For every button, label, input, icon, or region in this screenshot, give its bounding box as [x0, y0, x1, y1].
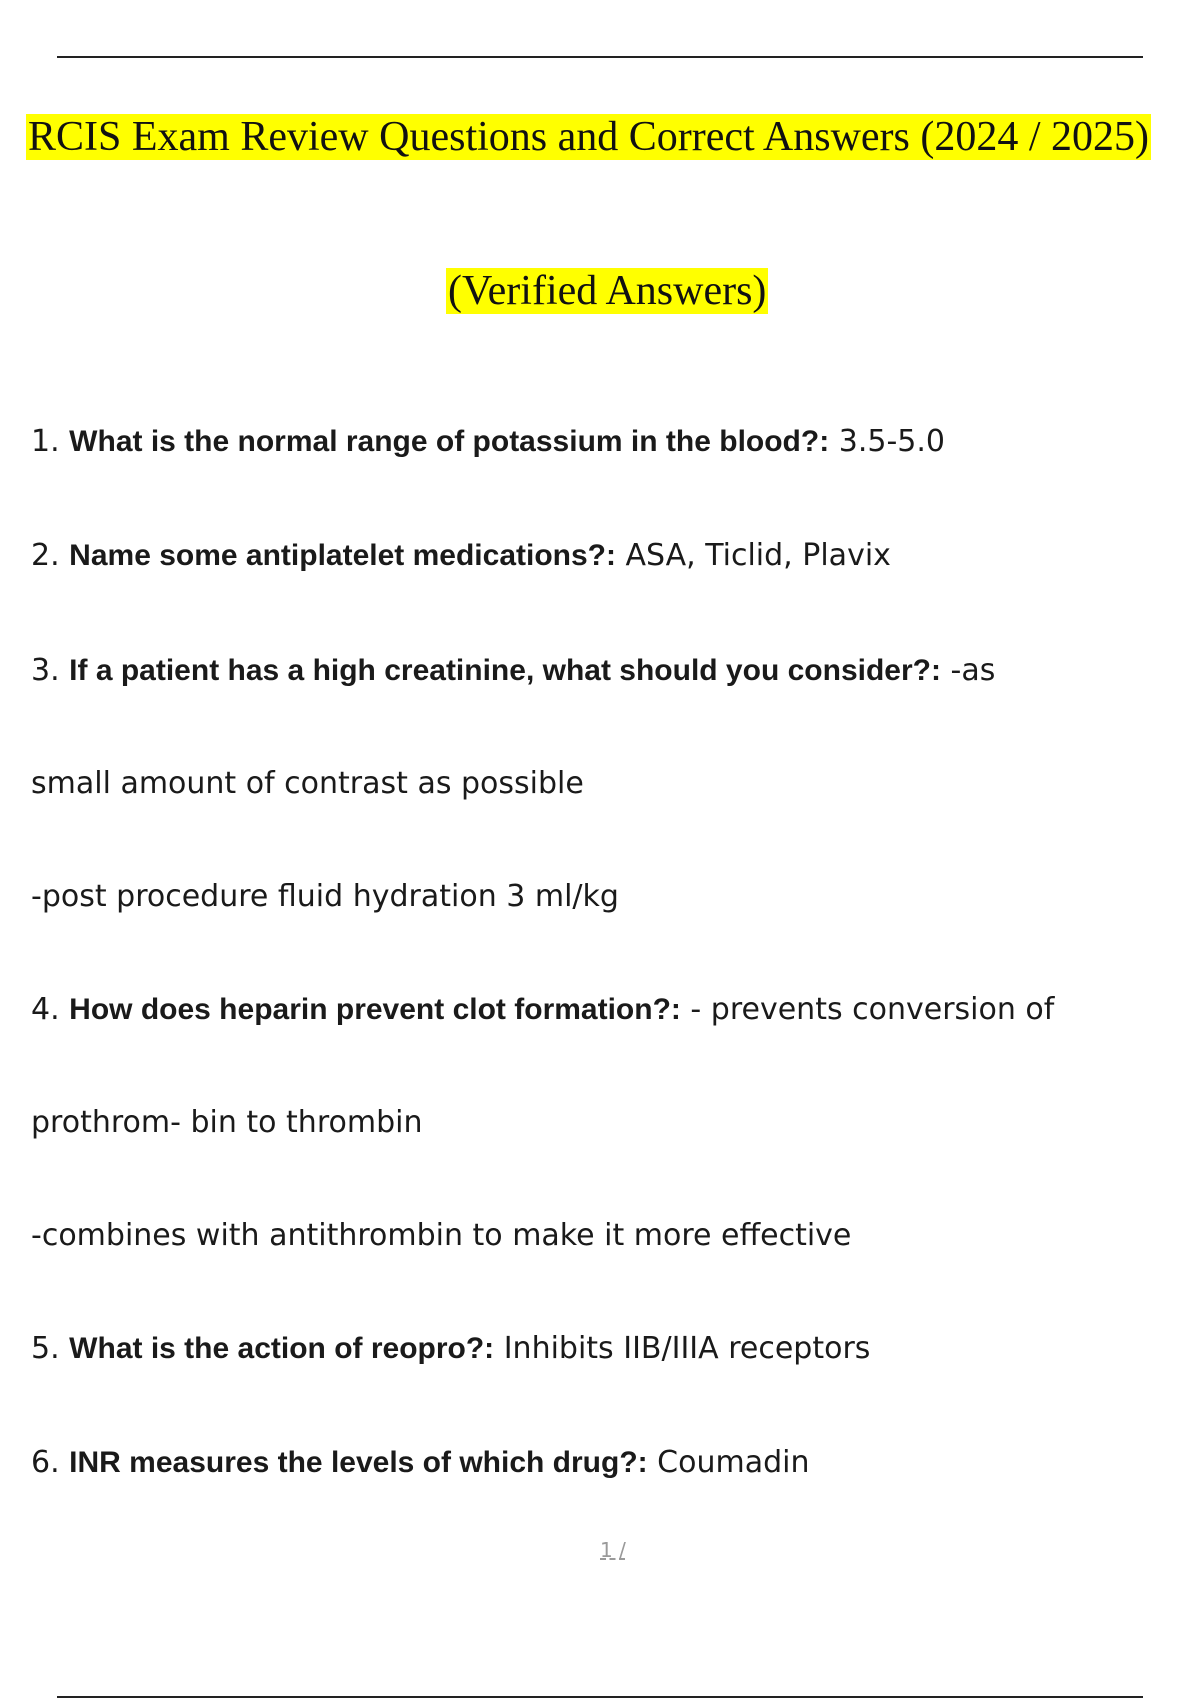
question-item-3: [31, 651, 995, 691]
question-number: 2.: [31, 538, 60, 573]
question-text: How does heparin prevent clot formation?:: [69, 993, 681, 1026]
top-divider: [57, 56, 1143, 58]
question-text: Name some antiplatelet medications?:: [69, 539, 616, 572]
answer-text: 3.5-5.0: [829, 424, 945, 459]
question-text: INR measures the levels of which drug?:: [69, 1446, 648, 1479]
answer-continuation: -combines with antithrombin to make it more effective: [31, 1218, 852, 1253]
question-item-5: [31, 1329, 870, 1369]
question-item-1: [31, 422, 945, 462]
answer-continuation: -post procedure fluid hydration 3 ml/kg: [31, 879, 619, 914]
answer-continuation: prothrom- bin to thrombin: [31, 1105, 423, 1140]
question-number: 1.: [31, 424, 60, 459]
document-title: [26, 111, 1151, 163]
title-highlight-line1: RCIS Exam Review Questions and Correct Answers (2024 / 2025): [28, 114, 1150, 160]
answer-continuation: small amount of contrast as possible: [31, 766, 584, 801]
question-number: 4.: [31, 992, 60, 1027]
answer-text: Coumadin: [647, 1445, 810, 1480]
document-subtitle: [446, 265, 768, 317]
question-number: 5.: [31, 1331, 60, 1366]
question-number: 3.: [31, 653, 60, 688]
question-item-4: [31, 990, 1054, 1030]
question-text: What is the normal range of potassium in the blood?:: [69, 425, 830, 458]
question-item-6: [31, 1443, 810, 1483]
question-item-2: [31, 536, 891, 576]
title-highlight-line2: (Verified Answers): [448, 268, 767, 314]
question-number: 6.: [31, 1445, 60, 1480]
answer-text: - prevents conversion of: [680, 992, 1055, 1027]
answer-text: -as: [940, 653, 996, 688]
bottom-divider: [57, 1696, 1143, 1698]
page-number: 1 /: [600, 1538, 626, 1562]
answer-text: ASA, Ticlid, Plavix: [615, 538, 891, 573]
answer-text: Inhibits IIB/IIIA receptors: [494, 1331, 871, 1366]
question-text: If a patient has a high creatinine, what should you consider?:: [69, 654, 941, 687]
question-text: What is the action of reopro?:: [69, 1332, 495, 1365]
